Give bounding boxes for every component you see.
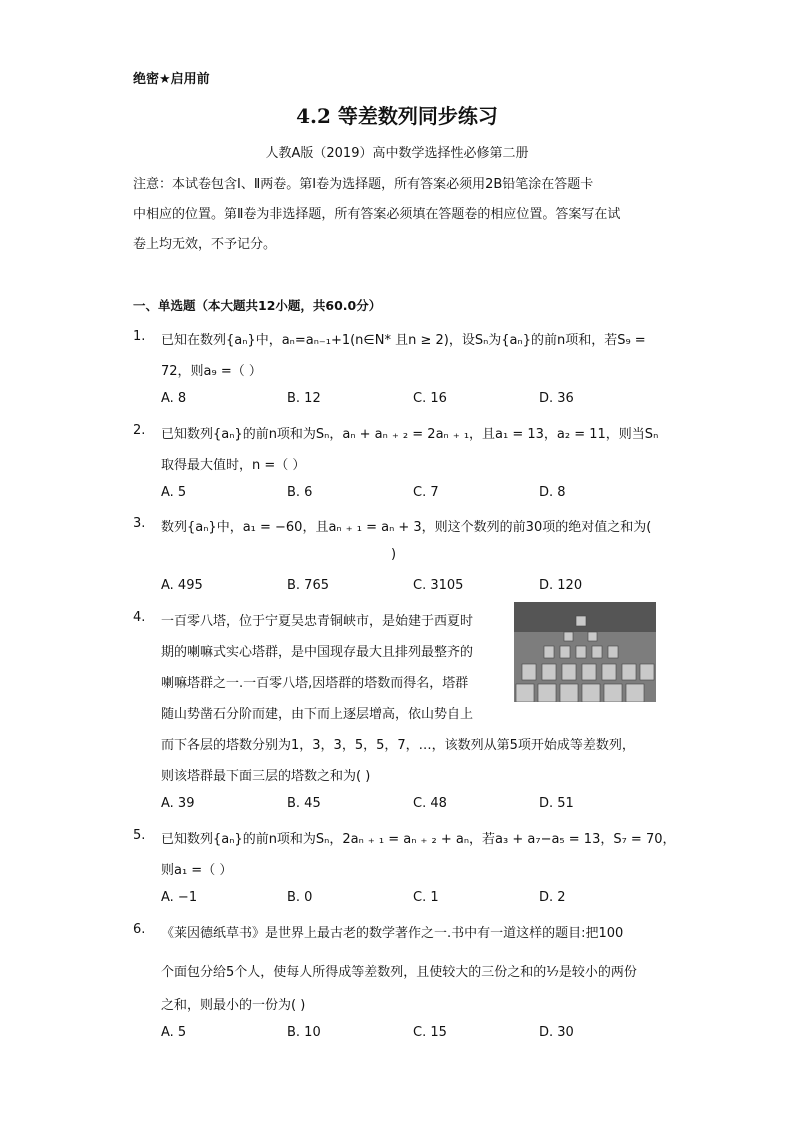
option-c: C. 7: [413, 485, 439, 500]
option-c: C. 48: [413, 796, 447, 811]
option-b: B. 765: [287, 578, 329, 593]
option-d: D. 120: [539, 578, 583, 593]
question-text: 72，则a₉ =（ ）: [161, 364, 262, 379]
question-text: 已知数列{aₙ}的前n项和为Sₙ，2aₙ ₊ ₁ = aₙ ₊ ₂ + aₙ，若a₃ + a₇−a₅ = 13，S₇ = 70，: [161, 832, 676, 847]
option-a: A. 5: [161, 1025, 187, 1040]
page-subtitle: 人教A版（2019）高中数学选择性必修第二册: [265, 146, 529, 161]
option-b: B. 0: [287, 890, 313, 905]
question-text: 取得最大值时，n =（ ）: [161, 458, 306, 473]
question-text: 一百零八塔，位于宁夏吴忠青铜峡市，是始建于西夏时: [161, 614, 474, 629]
option-d: D. 2: [539, 890, 566, 905]
question-text: 则该塔群最下面三层的塔数之和为( ): [161, 769, 371, 784]
option-d: D. 30: [539, 1025, 574, 1040]
question-text: 随山势凿石分阶而建，由下而上逐层增高，依山势自上: [161, 707, 474, 722]
page-title: 4.2 等差数列同步练习: [296, 104, 498, 128]
option-a: A. 5: [161, 485, 187, 500]
question-text: 已知在数列{aₙ}中，aₙ=aₙ₋₁+1(n∈N* 且n ≥ 2)，设Sₙ为{aₙ}的前n项和，若S₉ =: [161, 333, 646, 348]
question-text: 个面包分给5个人，使每人所得成等差数列，且使较大的三份之和的⅐是较小的两份: [161, 965, 637, 980]
question-number: 6.: [133, 922, 146, 937]
option-a: A. 39: [161, 796, 195, 811]
pagoda-photo: [514, 602, 656, 702]
question-number: 5.: [133, 828, 146, 843]
option-c: C. 1: [413, 890, 439, 905]
question-text: 喇嘛塔群之一.一百零八塔,因塔群的塔数而得名，塔群: [161, 676, 469, 691]
option-d: D. 51: [539, 796, 574, 811]
question-text: ): [391, 547, 397, 562]
question-text: 之和，则最小的一份为( ): [161, 998, 306, 1013]
exam-notice: [133, 170, 663, 260]
option-d: D. 36: [539, 391, 574, 406]
question-text: 已知数列{aₙ}的前n项和为Sₙ，aₙ + aₙ ₊ ₂ = 2aₙ ₊ ₁，且a₁ = 13，a₂ = 11，则当Sₙ: [161, 427, 659, 442]
option-a: A. −1: [161, 890, 198, 905]
option-c: C. 16: [413, 391, 447, 406]
notice-line: 卷上均无效，不予记分。: [133, 237, 277, 252]
question-text: 则a₁ =（ ）: [161, 863, 233, 878]
question-number: 3.: [133, 516, 146, 531]
section-heading: 一、单选题（本大题共12小题，共60.0分）: [133, 298, 382, 313]
question-text: 而下各层的塔数分别为1，3，3，5，5，7，…，该数列从第5项开始成等差数列，: [161, 738, 635, 753]
notice-line: 中相应的位置。第Ⅱ卷为非选择题，所有答案必须填在答题卷的相应位置。答案写在试: [133, 207, 621, 222]
option-b: B. 45: [287, 796, 321, 811]
option-a: A. 8: [161, 391, 187, 406]
option-c: C. 15: [413, 1025, 447, 1040]
option-b: B. 6: [287, 485, 313, 500]
notice-line: 注意：本试卷包含Ⅰ、Ⅱ两卷。第Ⅰ卷为选择题，所有答案必须用2B铅笔涂在答题卡: [133, 177, 594, 192]
option-c: C. 3105: [413, 578, 464, 593]
question-text: 《莱因德纸草书》是世界上最古老的数学著作之一.书中有一道这样的题目:把100: [161, 926, 624, 941]
question-number: 4.: [133, 610, 146, 625]
option-b: B. 10: [287, 1025, 321, 1040]
secret-label: 绝密★启用前: [133, 72, 210, 87]
question-text: 期的喇嘛式实心塔群，是中国现存最大且排列最整齐的: [161, 645, 474, 660]
question-number: 1.: [133, 329, 146, 344]
option-a: A. 495: [161, 578, 203, 593]
question-number: 2.: [133, 423, 146, 438]
question-text: 数列{aₙ}中，a₁ = −60，且aₙ ₊ ₁ = aₙ + 3，则这个数列的前30项的绝对值之和为(: [161, 520, 652, 535]
option-b: B. 12: [287, 391, 321, 406]
option-d: D. 8: [539, 485, 566, 500]
